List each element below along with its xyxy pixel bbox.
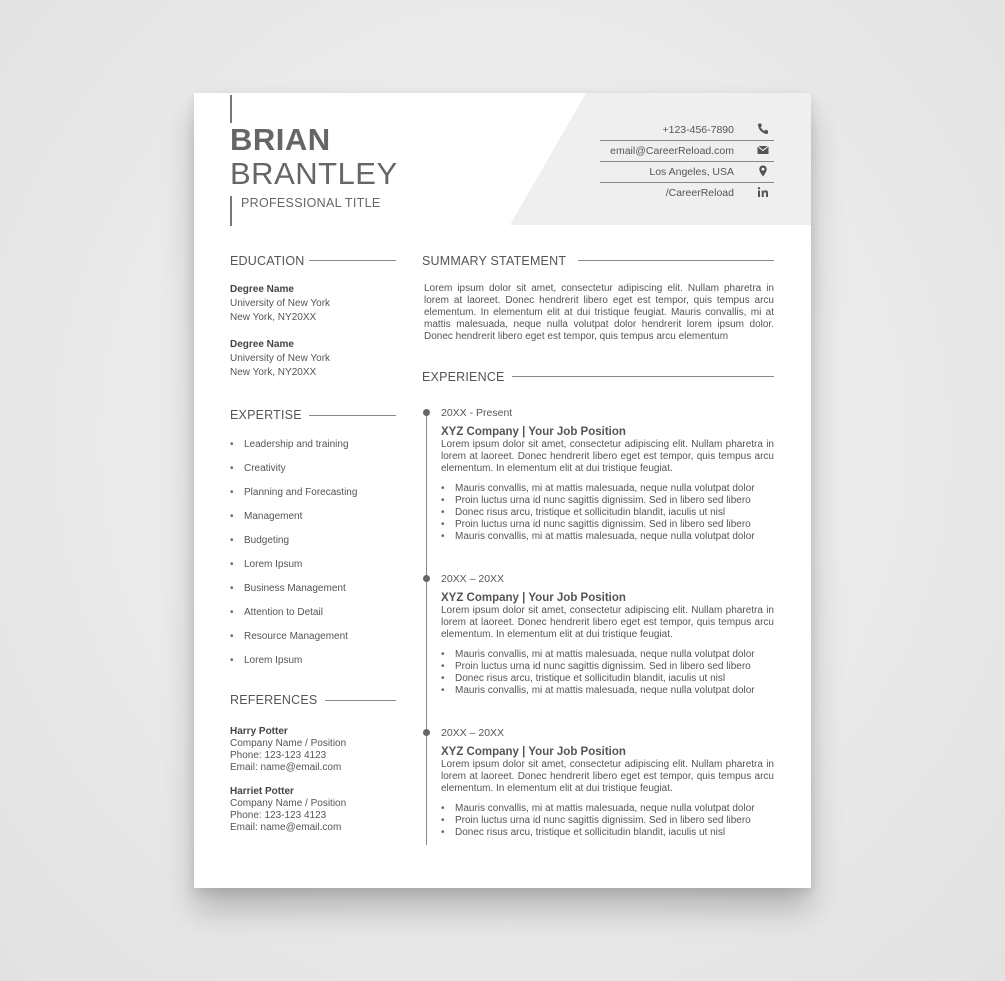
reference-position: Company Name / Position xyxy=(230,738,347,749)
job-bullets xyxy=(441,803,774,839)
school-place: New York, NY20XX xyxy=(230,312,317,323)
first-name: BRIAN xyxy=(230,122,331,157)
education-heading: EDUCATION xyxy=(230,254,305,268)
list-item: • Planning and Forecasting xyxy=(230,487,357,511)
last-name: BRANTLEY xyxy=(230,156,398,191)
education-rule xyxy=(309,260,396,261)
list-item: • Donec risus arcu, tristique et sollicitudin blandit, iaculis ut nisl xyxy=(441,507,774,519)
job-description: Lorem ipsum dolor sit amet, consectetur adipiscing elit. Nullam pharetra in lorem at laoreet. Donec hendrerit libero eget est tempor, quis tempus arcu elementum. In elementum elit at dui tristique feugiat. xyxy=(441,759,774,794)
experience-heading: EXPERIENCE xyxy=(422,370,505,384)
references-heading: REFERENCES xyxy=(230,693,318,707)
education-item xyxy=(230,283,330,325)
phone-icon xyxy=(756,122,770,136)
job-bullets xyxy=(441,649,774,697)
contact-divider xyxy=(600,182,774,183)
list-item: • Mauris convallis, mi at mattis malesuada, neque nulla volutpat dolor xyxy=(441,803,774,815)
list-item: • Proin luctus urna id nunc sagittis dignissim. Sed in libero sed libero xyxy=(441,495,774,507)
name-accent-bar xyxy=(230,95,232,123)
timeline-dot xyxy=(423,409,430,416)
list-item: • Mauris convallis, mi at mattis malesuada, neque nulla volutpat dolor xyxy=(441,483,774,495)
expertise-rule xyxy=(309,415,396,416)
resume-page xyxy=(194,93,811,888)
contact-divider xyxy=(600,140,774,141)
degree-name: Degree Name xyxy=(230,284,294,295)
list-item: • Lorem Ipsum xyxy=(230,559,357,583)
job-date: 20XX – 20XX xyxy=(441,573,505,585)
list-item: • Proin luctus urna id nunc sagittis dignissim. Sed in libero sed libero xyxy=(441,815,774,827)
list-item: • Leadership and training xyxy=(230,439,357,463)
professional-title: PROFESSIONAL TITLE xyxy=(241,196,381,210)
envelope-icon xyxy=(756,143,770,157)
timeline-dot xyxy=(423,729,430,736)
summary-heading: SUMMARY STATEMENT xyxy=(422,254,567,268)
job-date: 20XX - Present xyxy=(441,407,513,419)
list-item: • Resource Management xyxy=(230,631,357,655)
linkedin-icon xyxy=(756,185,770,199)
list-item: • Mauris convallis, mi at mattis malesuada, neque nulla volutpat dolor xyxy=(441,685,774,697)
list-item: • Mauris convallis, mi at mattis malesuada, neque nulla volutpat dolor xyxy=(441,649,774,661)
contact-location xyxy=(600,163,774,183)
contact-linkedin xyxy=(600,184,774,204)
reference-phone: Phone: 123-123 4123 xyxy=(230,750,327,761)
list-item: • Donec risus arcu, tristique et sollicitudin blandit, iaculis ut nisl xyxy=(441,827,774,839)
job-description: Lorem ipsum dolor sit amet, consectetur adipiscing elit. Nullam pharetra in lorem at laoreet. Donec hendrerit libero eget est tempor, quis tempus arcu elementum. In elementum elit at dui tristique feugiat. xyxy=(441,439,774,474)
list-item: • Attention to Detail xyxy=(230,607,357,631)
job-entry xyxy=(441,407,774,543)
title-accent-bar xyxy=(230,196,232,226)
contact-divider xyxy=(600,161,774,162)
summary-text: Lorem ipsum dolor sit amet, consectetur adipiscing elit. Nullam pharetra in lorem at laoreet. Donec hendrerit libero eget est tempor, quis tempus arcu elementum. In elementum elit at dui tristique feugiat. Mauris convallis, mi at mattis malesuada, neque nulla volutpat dolor hendrerit lorem ipsum dolor. Donec hendrerit libero eget est tempor, quis tempus arcu elementum xyxy=(424,283,774,342)
job-company: XYZ Company | Your Job Position xyxy=(441,592,626,604)
expertise-list xyxy=(230,439,357,679)
degree-name: Degree Name xyxy=(230,339,294,350)
list-item: • Lorem Ipsum xyxy=(230,655,357,679)
job-entry xyxy=(441,727,774,839)
location-text: Los Angeles, USA xyxy=(649,166,734,178)
school-name: University of New York xyxy=(230,298,331,309)
summary-rule xyxy=(578,260,774,261)
contact-email xyxy=(600,142,774,162)
reference-phone: Phone: 123-123 4123 xyxy=(230,810,327,821)
map-pin-icon xyxy=(756,164,770,178)
job-entry xyxy=(441,573,774,697)
list-item: • Donec risus arcu, tristique et sollicitudin blandit, iaculis ut nisl xyxy=(441,673,774,685)
expertise-heading: EXPERTISE xyxy=(230,408,302,422)
reference-item xyxy=(230,726,346,774)
list-item: • Proin luctus urna id nunc sagittis dignissim. Sed in libero sed libero xyxy=(441,661,774,673)
timeline-dot xyxy=(423,575,430,582)
school-name: University of New York xyxy=(230,353,331,364)
school-place: New York, NY20XX xyxy=(230,367,317,378)
references-rule xyxy=(325,700,396,701)
list-item: • Budgeting xyxy=(230,535,357,559)
education-item xyxy=(230,338,330,380)
reference-position: Company Name / Position xyxy=(230,798,347,809)
contact-phone xyxy=(600,121,774,141)
list-item: • Business Management xyxy=(230,583,357,607)
job-description: Lorem ipsum dolor sit amet, consectetur adipiscing elit. Nullam pharetra in lorem at laoreet. Donec hendrerit libero eget est tempor, quis tempus arcu elementum. In elementum elit at dui tristique feugiat. xyxy=(441,605,774,640)
job-company: XYZ Company | Your Job Position xyxy=(441,746,626,758)
email-text: email@CareerReload.com xyxy=(610,145,734,157)
phone-text: +123-456-7890 xyxy=(662,124,734,136)
list-item: • Mauris convallis, mi at mattis malesuada, neque nulla volutpat dolor xyxy=(441,531,774,543)
reference-name: Harry Potter xyxy=(230,726,288,737)
list-item: • Proin luctus urna id nunc sagittis dignissim. Sed in libero sed libero xyxy=(441,519,774,531)
reference-item xyxy=(230,786,346,834)
job-date: 20XX – 20XX xyxy=(441,727,505,739)
reference-email: Email: name@email.com xyxy=(230,822,342,833)
list-item: • Management xyxy=(230,511,357,535)
reference-email: Email: name@email.com xyxy=(230,762,342,773)
list-item: • Creativity xyxy=(230,463,357,487)
timeline-line xyxy=(426,413,427,845)
linkedin-text: /CareerReload xyxy=(665,187,734,199)
job-company: XYZ Company | Your Job Position xyxy=(441,426,626,438)
job-bullets xyxy=(441,483,774,543)
reference-name: Harriet Potter xyxy=(230,786,294,797)
experience-rule xyxy=(512,376,774,377)
